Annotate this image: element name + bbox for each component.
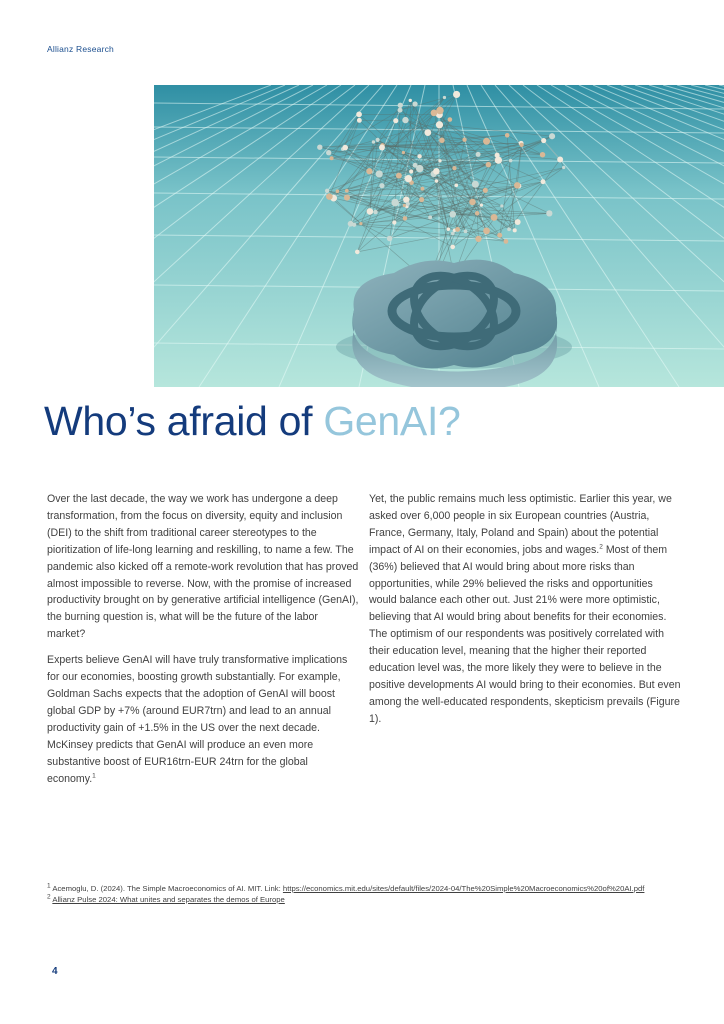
body-column-left [47,491,359,796]
footnote-link[interactable]: https://economics.mit.edu/sites/default/files/2024-04/The%20Simple%20Macroeconomics%20of%20AI.pdf [282,884,645,893]
body-paragraph: Experts believe GenAI will have truly transformative implications for our economies, boosting growth substantially. For example, Goldman Sachs expects that the adoption of GenAI will boost global GDP by +7% (around EUR7trn) and lead to an annual productivity gain of +1.5% in the US over the next decade. McKinsey predicts that GenAI will produce an even more substantive boost of EUR16trn-EUR 24trn for the global economy.$^1$ [47,654,348,785]
page-number: 4 [52,966,58,977]
footnote: $^2$ Allianz Pulse 2024: What unites and separates the demos of Europe [47,892,285,904]
title-part1: Who’s afraid of [44,398,324,444]
genai-logo-network-image [154,85,724,387]
footnote-link[interactable]: Allianz Pulse 2024: What unites and separates the demos of Europe [52,894,285,904]
footnote-ref[interactable]: 1 [92,771,96,779]
footnotes [47,884,667,905]
page-title [44,398,461,445]
footnote: $^1$ Acemoglu, D. (2024). The Simple Macroeconomics of AI. MIT. Link: https://economics.mit.edu/sites/default/files/2024-04/The%20Simple%20Macroeconomics%20of%20AI.pdf [47,882,645,893]
body-paragraph: Yet, the public remains much less optimistic. Earlier this year, we asked over 6,000 people in six European countries (Austria, France, Germany, Italy, Poland and Spain) about the potential impact of AI on their economies, jobs and wages.$^2$ Most of them (36%) believed that AI would bring about more risks than opportunities, while 29% believed the risks and opportunities would balance each other out. Just 21% were more optimistic, believing that AI would bring about benefits for their economies. The optimism of our respondents was positively correlated with their education level, meaning that the higher their reported education level was, the more likely they were to believe in the positive developments AI would bring to their economies. But even among the well-educated respondents, skepticism prevails (Figure 1). [369,493,681,725]
hero-image [154,85,724,387]
header-brand: Allianz Research [47,44,114,54]
footnote-ref[interactable]: 2 [599,543,603,551]
body-column-right [369,491,681,737]
body-paragraph: Over the last decade, the way we work has undergone a deep transformation, from the focus on diversity, equity and inclusion (DEI) to the shift from traditional career stereotypes to the pioritization of life-long learning and reskilling, to name a few. The pandemic also kicked off a remote-work revolution that has proved almost impossible to reverse. Now, with the promise of increased productivity brought on by generative artificial intelligence (GenAI), the burning question is, what will be the future of the labor market? [47,493,359,641]
title-accent: GenAI? [323,398,461,444]
